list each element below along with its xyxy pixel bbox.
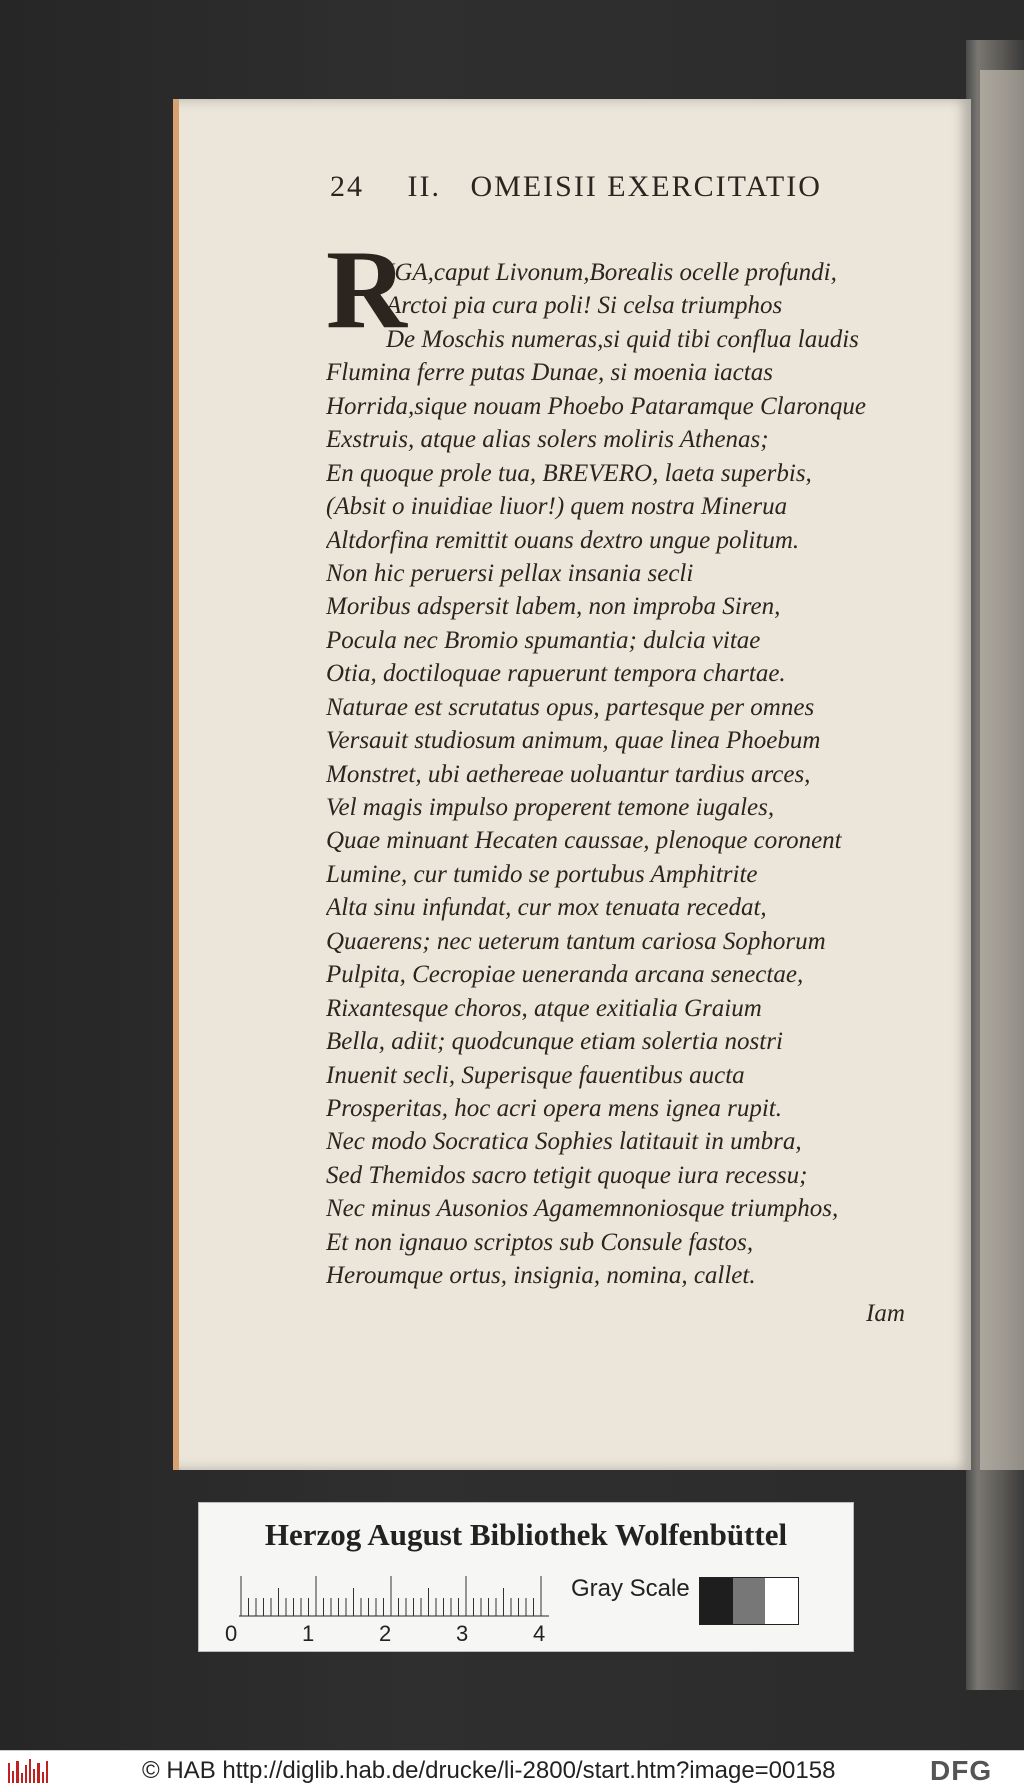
- page-number: 24: [330, 170, 364, 203]
- gray-scale-label: Gray Scale: [571, 1575, 690, 1602]
- poem-line: Nec minus Ausonios Agamemnoniosque triumphos,: [326, 1195, 839, 1223]
- poem-line: De Moschis numeras,si quid tibi conflua laudis: [386, 325, 859, 353]
- poem-line: Naturae est scrutatus opus, partesque per omnes: [326, 693, 815, 721]
- gray-swatch: [733, 1578, 766, 1624]
- library-color-card: [198, 1502, 854, 1652]
- catchword: Iam: [866, 1300, 905, 1327]
- poem-text: [326, 256, 926, 1293]
- poem-line: Quaerens; nec ueterum tantum cariosa Sophorum: [326, 927, 826, 955]
- library-name: Herzog August Bibliothek Wolfenbüttel: [264, 1517, 788, 1552]
- poem-line: Alta sinu infundat, cur mox tenuata recedat,: [326, 894, 767, 922]
- poem-line: Prosperitas, hoc acri opera mens ignea rupit.: [326, 1094, 782, 1122]
- poem-line: Quae minuant Hecaten caussae, plenoque coronent: [326, 827, 842, 855]
- poem-line: Pulpita, Cecropiae ueneranda arcana senectae,: [326, 961, 804, 989]
- copyright-source-link[interactable]: © HAB http://diglib.hab.de/drucke/li-2800/start.htm?image=00158: [142, 1757, 836, 1784]
- gray-scale-swatches: [699, 1577, 799, 1625]
- poem-line: Et non ignauo scriptos sub Consule fastos,: [326, 1228, 754, 1256]
- poem-line: Horrida,sique nouam Phoebo Pataramque Claronque: [326, 392, 867, 420]
- poem-line: (Absit o inuidiae liuor!) quem nostra Minerua: [326, 493, 788, 521]
- poem-line: IGA,caput Livonum,Borealis ocelle profundi,: [386, 259, 837, 286]
- poem-line: Lumine, cur tumido se portubus Amphitrite: [326, 860, 758, 888]
- ruler-scale-numbers: [225, 1621, 545, 1645]
- gray-swatch: [765, 1578, 798, 1624]
- poem-line: Sed Themidos sacro tetigit quoque iura recessu;: [326, 1161, 808, 1189]
- page-header: [330, 170, 870, 204]
- poem-line: Rixantesque choros, atque exitialia Graium: [326, 994, 762, 1022]
- dfg-logo: DFG: [930, 1755, 993, 1786]
- poem-line: Arctoi pia cura poli! Si celsa triumphos: [386, 292, 783, 320]
- poem-line: Vel magis impulso properent temone iugales,: [326, 794, 775, 821]
- poem-line: Otia, doctiloquae rapuerunt tempora chartae.: [326, 660, 786, 688]
- ruler-number: 2: [379, 1621, 392, 1646]
- poem-line: Heroumque ortus, insignia, nomina, callet.: [326, 1262, 756, 1290]
- poem-line: Nec modo Socratica Sophies latitauit in umbra,: [326, 1128, 802, 1156]
- poem-line: Monstret, ubi aethereae uoluantur tardius arces,: [326, 760, 811, 788]
- poem-line: Versauit studiosum animum, quae linea Phoebum: [326, 727, 821, 755]
- poem-line: Inuenit secli, Superisque fauentibus aucta: [326, 1061, 745, 1089]
- poem-line: Flumina ferre putas Dunae, si moenia iactas: [326, 359, 773, 387]
- poem-line: Bella, adiit; quodcunque etiam solertia nostri: [326, 1028, 783, 1056]
- poem-line: Moribus adspersit labem, non improba Siren,: [326, 593, 781, 621]
- ruler-number: 0: [225, 1621, 238, 1646]
- ruler-number: 1: [302, 1621, 315, 1646]
- poem-line: Exstruis, atque alias solers moliris Athenas;: [326, 426, 769, 454]
- poem-line: Non hic peruersi pellax insania secli: [326, 559, 694, 587]
- poem-line: Pocula nec Bromio spumantia; dulcia vitae: [326, 626, 761, 654]
- drop-capital: R: [326, 228, 407, 352]
- hab-barcode-logo-icon: [8, 1759, 48, 1783]
- poem-line: En quoque prole tua, BREVERO, laeta superbis,: [326, 459, 812, 487]
- ruler-number: 4: [533, 1621, 546, 1646]
- viewer-footer: [0, 1750, 1024, 1790]
- gray-swatch: [700, 1578, 733, 1624]
- running-title: OMEISII EXERCITATIO: [470, 170, 822, 203]
- poem-line: Altdorfina remittit ouans dextro ungue politum.: [326, 526, 800, 554]
- ruler-number: 3: [456, 1621, 469, 1646]
- facing-page-edge: [980, 70, 1024, 1470]
- chapter-numeral: II.: [407, 170, 441, 203]
- measurement-ruler: [239, 1571, 549, 1621]
